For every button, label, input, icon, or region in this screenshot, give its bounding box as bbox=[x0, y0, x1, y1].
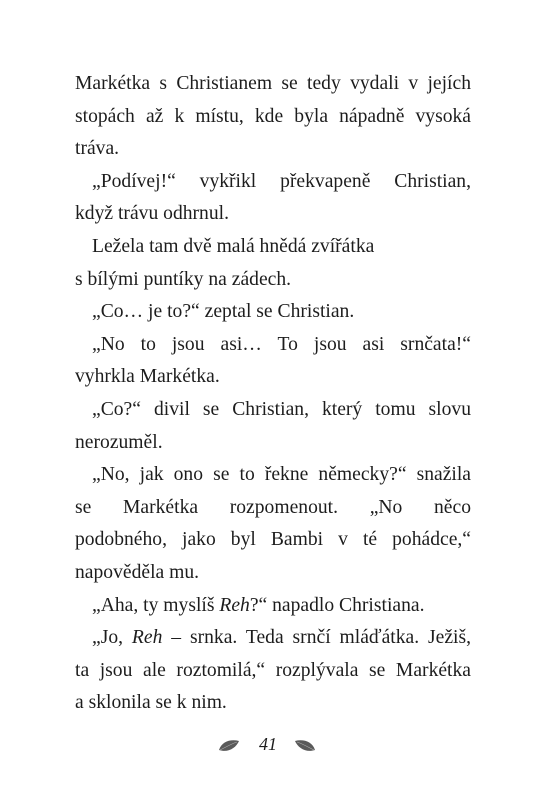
paragraph bbox=[75, 166, 471, 231]
paragraph bbox=[75, 622, 471, 720]
text-line: napověděla mu. bbox=[75, 561, 200, 583]
text-run: – srnka. Teda srnčí mláďátka. Ježiš, bbox=[162, 627, 471, 649]
text-line: „No to jsou asi… To jsou asi srnčata!“ bbox=[92, 333, 471, 355]
text-run: a sklonila se k nim. bbox=[75, 692, 227, 714]
text-line: „Co?“ divil se Christian, který tomu slovu bbox=[92, 398, 471, 420]
text-line: „Co… je to?“ zeptal se Christian. bbox=[92, 301, 355, 323]
text-run: „Aha, ty myslíš bbox=[92, 594, 220, 616]
text-line: nerozuměl. bbox=[75, 431, 163, 453]
italic-word: Reh bbox=[219, 594, 250, 616]
text-run: ?“ napadlo Christiana. bbox=[249, 594, 425, 616]
text-line: když trávu odhrnul. bbox=[75, 203, 229, 225]
text-run: ta jsou ale roztomilá,“ rozplývala se Markétka bbox=[75, 659, 471, 681]
text-line bbox=[75, 687, 471, 720]
italic-word: Reh bbox=[131, 627, 163, 649]
paragraph bbox=[75, 459, 471, 589]
paragraph bbox=[75, 68, 471, 166]
text-line: podobného, jako byl Bambi v té pohádce,“ bbox=[75, 529, 471, 551]
text-line: s bílými puntíky na zádech. bbox=[75, 268, 292, 290]
text-line: tráva. bbox=[75, 138, 120, 160]
text-line: se Markétka rozpomenout. „No něco bbox=[75, 496, 471, 518]
text-line: stopách až k místu, kde byla nápadně vysoká bbox=[75, 105, 471, 127]
page-footer bbox=[0, 726, 534, 766]
text-line: vyhrkla Markétka. bbox=[75, 366, 220, 388]
text-line bbox=[75, 655, 471, 688]
text-line bbox=[75, 622, 471, 655]
paragraph bbox=[75, 329, 471, 394]
paragraph bbox=[75, 590, 471, 623]
text-run: „Jo, bbox=[92, 627, 132, 649]
text-line: „Podívej!“ vykřikl překvapeně Christian, bbox=[92, 170, 471, 192]
paragraph bbox=[75, 231, 471, 296]
paragraph bbox=[75, 394, 471, 459]
paragraph bbox=[75, 296, 471, 329]
leaf-icon bbox=[294, 738, 316, 754]
body-text bbox=[75, 68, 471, 720]
page-number: 41 bbox=[259, 734, 277, 754]
text-line: Ležela tam dvě malá hnědá zvířátka bbox=[92, 235, 375, 257]
text-line: Markétka s Christianem se tedy vydali v jejích bbox=[75, 73, 471, 94]
text-line: „No, jak ono se to řekne německy?“ snažila bbox=[92, 464, 471, 486]
text-line bbox=[75, 590, 471, 623]
leaf-icon bbox=[218, 738, 240, 754]
